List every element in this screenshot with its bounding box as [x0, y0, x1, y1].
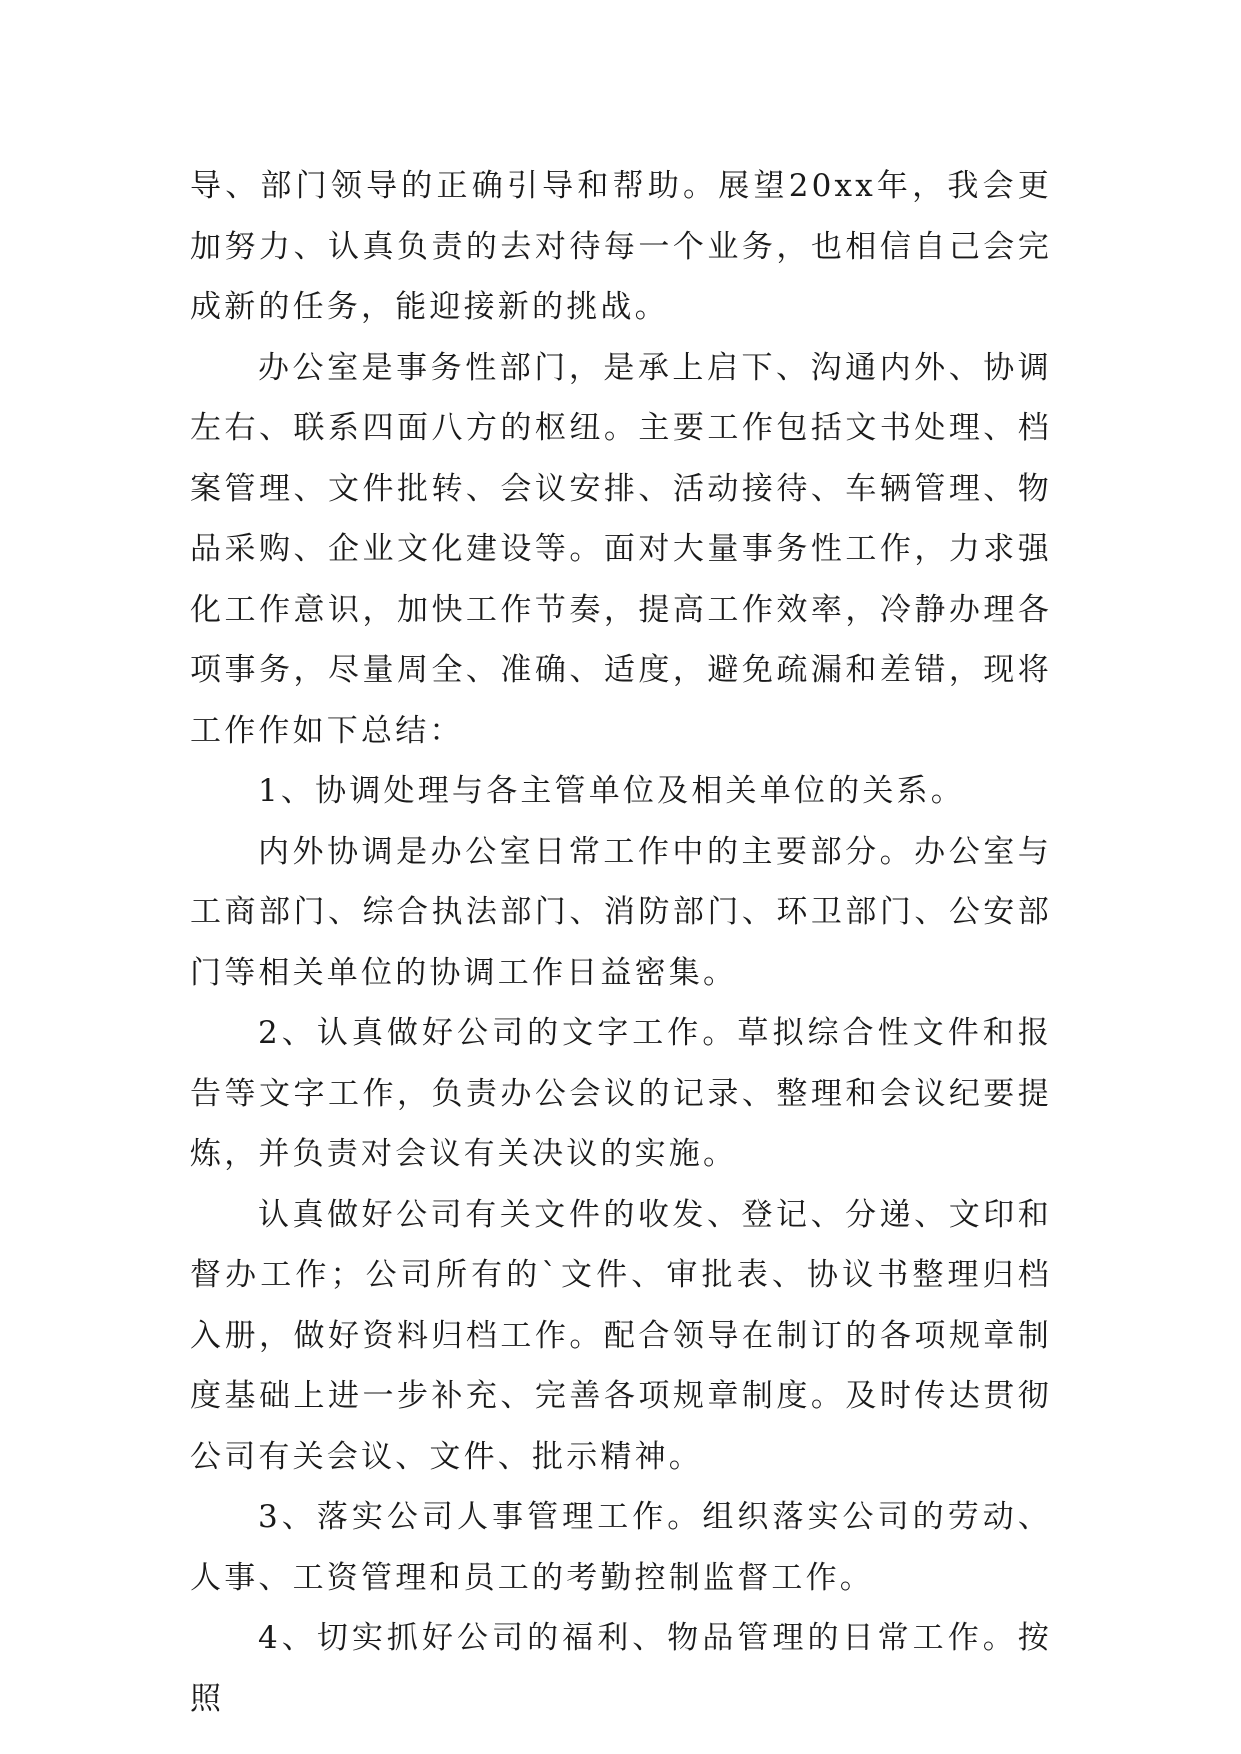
paragraph-8: 4、切实抓好公司的福利、物品管理的日常工作。按照	[190, 1620, 1052, 1717]
paragraph-3: 1、协调处理与各主管单位及相关单位的关系。	[258, 773, 965, 809]
paragraph-4: 内外协调是办公室日常工作中的主要部分。办公室与工商部门、综合执法部门、消防部门、环卫部门、公安部门等相关单位的协调工作日益密集。	[190, 833, 1052, 991]
paragraph-1: 导、部门领导的正确引导和帮助。展望20xx年，我会更加努力、认真负责的去对待每一个业务，也相信自己会完成新的任务，能迎接新的挑战。	[190, 168, 1052, 325]
document-body	[190, 156, 1052, 1729]
paragraph-7: 3、落实公司人事管理工作。组织落实公司的劳动、人事、工资管理和员工的考勤控制监督工作。	[190, 1499, 1052, 1596]
paragraph-5: 2、认真做好公司的文字工作。草拟综合性文件和报告等文字工作，负责办公会议的记录、整理和会议纪要提炼，并负责对会议有关决议的实施。	[190, 1015, 1052, 1172]
paragraph-6: 认真做好公司有关文件的收发、登记、分递、文印和督办工作；公司所有的`文件、审批表、协议书整理归档入册，做好资料归档工作。配合领导在制订的各项规章制度基础上进一步补充、完善各项规章制度。及时传达贯彻公司有关会议、文件、批示精神。	[190, 1196, 1052, 1475]
paragraph-2: 办公室是事务性部门，是承上启下、沟通内外、协调左右、联系四面八方的枢纽。主要工作包括文书处理、档案管理、文件批转、会议安排、活动接待、车辆管理、物品采购、企业文化建设等。面对大量事务性工作，力求强化工作意识，加快工作节奏，提高工作效率，冷静办理各项事务，尽量周全、准确、适度，避免疏漏和差错，现将工作作如下总结：	[190, 349, 1052, 749]
